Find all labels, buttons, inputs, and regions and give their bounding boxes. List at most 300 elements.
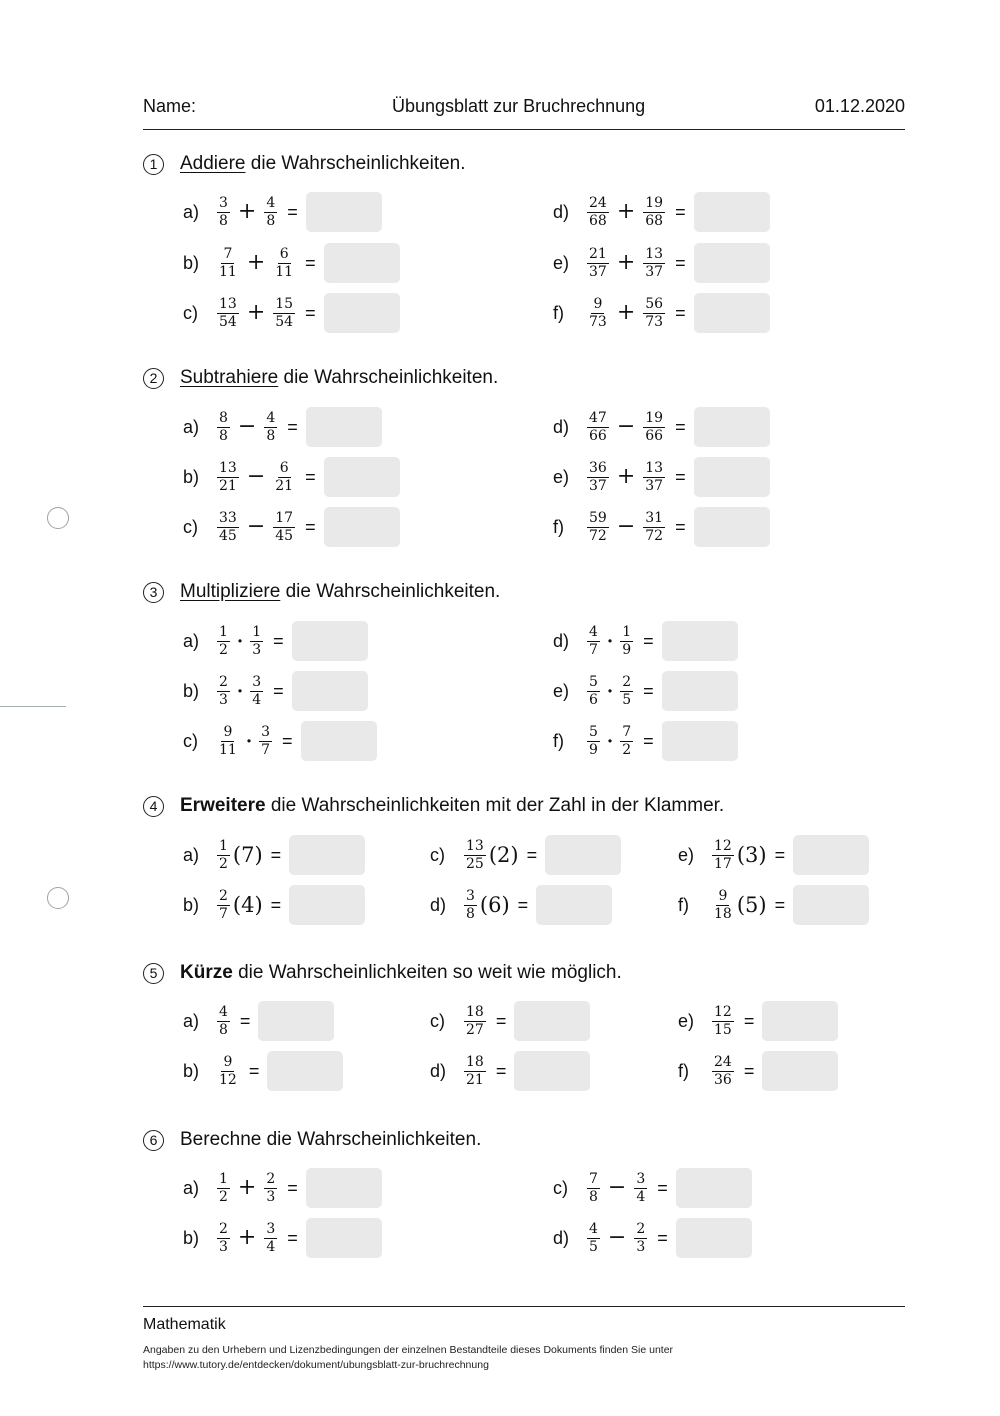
numerator: 3 [266,1220,276,1237]
fraction-b [273,511,295,544]
footer-license-text: Angaben zu den Urhebern und Lizenzbedingungen der einzelnen Bestandteile dieses Dokuments finden Sie unter [143,1344,674,1356]
operator: + [246,250,266,275]
numerator: 56 [645,295,664,312]
answer-box[interactable] [793,885,869,925]
task-2-b [183,457,400,497]
instruction-text: Berechne die Wahrscheinlichkeiten. [180,1129,482,1150]
task-label: d) [553,201,570,222]
denominator: 8 [219,212,228,229]
equals-sign: = [248,1060,260,1081]
equals-sign: = [675,302,686,323]
answer-box[interactable] [694,293,770,333]
equals-sign: = [643,680,654,701]
denominator: 8 [219,427,228,444]
fraction-a [464,839,486,872]
equals-sign: = [270,894,282,915]
answer-box[interactable] [662,621,738,661]
numerator: 18 [466,1003,484,1020]
task-label: c) [183,516,198,537]
numerator: 7 [223,245,233,262]
numerator: 7 [622,723,632,740]
operator: − [246,514,266,539]
fraction-a [712,1005,734,1038]
numerator: 13 [645,459,664,476]
numerator: 3 [219,194,228,211]
equals-sign: = [270,844,282,865]
equals-sign: = [774,844,786,865]
instruction-text: die Wahrscheinlichkeiten mit der Zahl in der Klammer. [265,795,725,816]
numerator: 4 [266,409,276,426]
task-4-d [430,885,612,925]
equals-sign: = [305,516,316,537]
fraction-b [259,725,272,758]
factor: (5) [736,893,767,917]
task-6-b [183,1218,382,1258]
task-3-f [553,721,738,761]
fraction-a [217,625,230,658]
numerator: 24 [589,194,607,211]
denominator: 3 [266,1188,276,1205]
task-1-d [553,192,770,232]
equals-sign: = [743,1060,755,1081]
answer-box[interactable] [662,671,738,711]
fraction-a [587,1172,600,1205]
task-label: d) [553,416,570,437]
fraction-a [217,196,230,229]
denominator: 73 [645,313,664,330]
answer-box[interactable] [662,721,738,761]
fraction-b [643,247,665,280]
task-1-c [183,293,400,333]
fraction-b [273,461,295,494]
operator: · [245,730,253,752]
task-3-a [183,621,368,661]
fraction-b [643,297,665,330]
section-title-5 [143,960,622,986]
fraction-b [634,1222,647,1255]
denominator: 6 [589,691,598,708]
answer-box[interactable] [676,1168,752,1208]
fraction-a [217,839,230,872]
equals-sign: = [675,201,686,222]
task-label: b) [183,894,200,915]
denominator: 18 [714,905,732,922]
fraction-b [620,675,633,708]
section-title-6 [143,1127,481,1153]
task-3-b [183,671,368,711]
operator: − [237,414,257,439]
task-label: c) [430,1010,445,1031]
numerator: 4 [219,1003,228,1020]
fraction-a [217,411,230,444]
answer-box[interactable] [762,1051,838,1091]
answer-box[interactable] [306,1168,382,1208]
section-number: 4 [143,796,164,817]
numerator: 13 [219,459,237,476]
operator: − [616,514,636,539]
denominator: 37 [589,477,607,494]
denominator: 2 [622,741,632,758]
task-label: b) [183,680,200,701]
instruction-verb: Kürze [180,962,233,983]
task-label: c) [183,302,198,323]
task-label: f) [553,730,564,751]
denominator: 54 [275,313,294,330]
task-4-b [183,885,365,925]
numerator: 2 [219,673,228,690]
equals-sign: = [774,894,786,915]
task-5-d [430,1051,590,1091]
numerator: 13 [219,295,237,312]
fraction-a [217,247,239,280]
denominator: 37 [645,263,664,280]
answer-box[interactable] [324,293,400,333]
denominator: 73 [589,313,607,330]
punch-hole-top [47,507,69,529]
task-1-b [183,243,400,283]
numerator: 9 [223,1053,233,1070]
fraction-b [273,297,295,330]
factor: (7) [232,843,263,867]
task-label: a) [183,416,200,437]
fraction-b [264,411,277,444]
answer-box[interactable] [694,192,770,232]
numerator: 47 [589,409,607,426]
equals-sign: = [675,416,686,437]
numerator: 1 [219,1170,228,1187]
fraction-a [217,1055,239,1088]
operator: + [237,199,257,224]
task-4-a [183,835,365,875]
numerator: 9 [223,723,233,740]
denominator: 21 [219,477,237,494]
header-rule [143,129,905,130]
fraction-a [464,1005,486,1038]
numerator: 2 [266,1170,276,1187]
operator: · [606,730,614,752]
denominator: 21 [466,1071,484,1088]
task-label: b) [183,466,200,487]
denominator: 4 [636,1188,646,1205]
denominator: 17 [714,855,732,872]
task-4-e [678,835,869,875]
operator: − [246,464,266,489]
denominator: 37 [589,263,607,280]
fraction-a [587,297,609,330]
answer-box[interactable] [676,1218,752,1258]
equals-sign: = [495,1060,507,1081]
instruction-verb: Erweitere [180,795,266,816]
factor: (4) [232,893,263,917]
answer-box[interactable] [694,407,770,447]
numerator: 13 [645,245,664,262]
answer-box[interactable] [694,507,770,547]
numerator: 13 [466,837,484,854]
section-number: 1 [143,154,164,175]
denominator: 72 [589,527,607,544]
denominator: 8 [219,1021,228,1038]
fraction-b [273,247,295,280]
denominator: 9 [622,641,632,658]
task-1-a [183,192,382,232]
denominator: 11 [219,741,237,758]
operator: + [616,250,636,275]
task-label: a) [183,1177,200,1198]
operator: − [607,1225,627,1250]
numerator: 5 [589,673,598,690]
task-2-d [553,407,770,447]
answer-box[interactable] [301,721,377,761]
numerator: 9 [593,295,603,312]
task-3-c [183,721,377,761]
fraction-b [264,1222,277,1255]
fraction-a [712,889,734,922]
answer-box[interactable] [324,457,400,497]
fraction-a [587,725,600,758]
numerator: 6 [279,459,289,476]
denominator: 8 [266,212,276,229]
numerator: 1 [219,623,228,640]
section-title-2 [143,365,498,391]
equals-sign: = [273,680,284,701]
answer-box[interactable] [545,835,621,875]
fraction-a [587,411,609,444]
task-label: e) [678,844,695,865]
fraction-a [217,725,239,758]
fraction-a [217,297,239,330]
answer-box[interactable] [324,507,400,547]
answer-box[interactable] [258,1001,334,1041]
task-label: e) [553,252,570,273]
answer-box[interactable] [267,1051,343,1091]
denominator: 68 [645,212,664,229]
answer-box[interactable] [536,885,612,925]
operator: · [606,680,614,702]
name-label: Name: [143,96,197,116]
equals-sign: = [282,730,293,751]
task-3-e [553,671,738,711]
numerator: 2 [636,1220,646,1237]
operator: + [237,1175,257,1200]
denominator: 5 [589,1238,598,1255]
task-label: b) [183,1227,200,1248]
numerator: 59 [589,509,607,526]
task-label: d) [553,1227,570,1248]
equals-sign: = [657,1177,668,1198]
numerator: 3 [261,723,271,740]
answer-box[interactable] [292,671,368,711]
footer-subject: Mathematik [143,1316,226,1333]
task-label: f) [678,1060,689,1081]
task-label: d) [430,894,447,915]
instruction-verb: Multipliziere [180,581,281,602]
denominator: 7 [261,741,271,758]
denominator: 8 [466,905,475,922]
numerator: 24 [714,1053,732,1070]
section-title-3 [143,579,500,605]
fraction-a [217,889,230,922]
equals-sign: = [239,1010,251,1031]
fraction-a [587,461,609,494]
task-label: e) [678,1010,695,1031]
task-2-f [553,507,770,547]
task-6-d [553,1218,752,1258]
denominator: 4 [252,691,262,708]
task-label: a) [183,1010,200,1031]
answer-box[interactable] [306,407,382,447]
numerator: 1 [252,623,262,640]
fraction-b [620,725,633,758]
task-1-f [553,293,770,333]
answer-box[interactable] [324,243,400,283]
fraction-b [264,1172,277,1205]
equals-sign: = [305,466,316,487]
denominator: 68 [589,212,607,229]
answer-box[interactable] [762,1001,838,1041]
equals-sign: = [287,1227,298,1248]
equals-sign: = [305,302,316,323]
denominator: 21 [275,477,294,494]
equals-sign: = [287,201,298,222]
fraction-b [250,675,263,708]
numerator: 9 [718,887,728,904]
task-label: f) [553,302,564,323]
numerator: 8 [219,409,228,426]
task-3-d [553,621,738,661]
answer-box[interactable] [289,885,365,925]
task-label: c) [430,844,445,865]
denominator: 54 [219,313,237,330]
footer-url[interactable]: https://www.tutory.de/entdecken/dokument/ubungsblatt-zur-bruchrechnung [143,1359,489,1371]
fraction-b [643,461,665,494]
equals-sign: = [675,466,686,487]
operator: − [607,1175,627,1200]
instruction-verb: Subtrahiere [180,367,279,388]
denominator: 66 [645,427,664,444]
section-number: 6 [143,1130,164,1151]
fraction-b [643,511,665,544]
task-2-e [553,457,770,497]
equals-sign: = [675,252,686,273]
denominator: 2 [219,1188,228,1205]
numerator: 1 [219,837,228,854]
equals-sign: = [657,1227,668,1248]
task-label: a) [183,844,200,865]
task-label: e) [553,680,570,701]
answer-box[interactable] [694,457,770,497]
answer-box[interactable] [306,1218,382,1258]
equals-sign: = [643,630,654,651]
equals-sign: = [526,844,538,865]
denominator: 3 [252,641,262,658]
numerator: 15 [275,295,294,312]
answer-box[interactable] [306,192,382,232]
numerator: 12 [714,837,732,854]
task-label: b) [183,252,200,273]
instruction-text: die Wahrscheinlichkeiten. [280,581,501,602]
denominator: 72 [645,527,664,544]
numerator: 31 [645,509,664,526]
task-5-a [183,1001,334,1041]
denominator: 3 [219,691,228,708]
operator: + [616,199,636,224]
denominator: 5 [622,691,632,708]
task-label: d) [430,1060,447,1081]
task-label: a) [183,630,200,651]
section-number: 3 [143,582,164,603]
denominator: 8 [266,427,276,444]
task-label: b) [183,1060,200,1081]
denominator: 3 [219,1238,228,1255]
denominator: 3 [636,1238,646,1255]
equals-sign: = [287,416,298,437]
section-title-1 [143,151,466,177]
equals-sign: = [495,1010,507,1031]
task-label: f) [553,516,564,537]
equals-sign: = [287,1177,298,1198]
fraction-b [643,411,665,444]
denominator: 12 [219,1071,237,1088]
denominator: 45 [219,527,237,544]
denominator: 2 [219,855,228,872]
instruction-verb: Addiere [180,153,246,174]
operator: + [616,464,636,489]
fraction-a [217,1172,230,1205]
numerator: 3 [252,673,262,690]
task-label: c) [183,730,198,751]
denominator: 11 [275,263,294,280]
equals-sign: = [643,730,654,751]
numerator: 6 [279,245,289,262]
answer-box[interactable] [514,1051,590,1091]
numerator: 33 [219,509,237,526]
numerator: 7 [589,1170,598,1187]
denominator: 15 [714,1021,732,1038]
answer-box[interactable] [793,835,869,875]
fraction-a [712,839,734,872]
denominator: 37 [645,477,664,494]
task-label: c) [553,1177,568,1198]
task-label: a) [183,201,200,222]
operator: − [616,414,636,439]
answer-box[interactable] [694,243,770,283]
answer-box[interactable] [514,1001,590,1041]
fraction-a [587,625,600,658]
task-2-c [183,507,400,547]
factor: (2) [488,843,519,867]
denominator: 66 [589,427,607,444]
section-number: 2 [143,368,164,389]
fraction-b [643,196,665,229]
fraction-b [620,625,633,658]
fraction-a [587,196,609,229]
denominator: 8 [589,1188,598,1205]
numerator: 36 [589,459,607,476]
operator: + [616,300,636,325]
answer-box[interactable] [289,835,365,875]
page-title: Übungsblatt zur Bruchrechnung [392,96,646,116]
numerator: 4 [589,623,598,640]
denominator: 27 [466,1021,484,1038]
fraction-b [250,625,263,658]
task-5-f [678,1051,838,1091]
numerator: 19 [645,194,664,211]
equals-sign: = [675,516,686,537]
fraction-a [464,1055,486,1088]
fraction-a [217,1222,230,1255]
answer-box[interactable] [292,621,368,661]
task-1-e [553,243,770,283]
